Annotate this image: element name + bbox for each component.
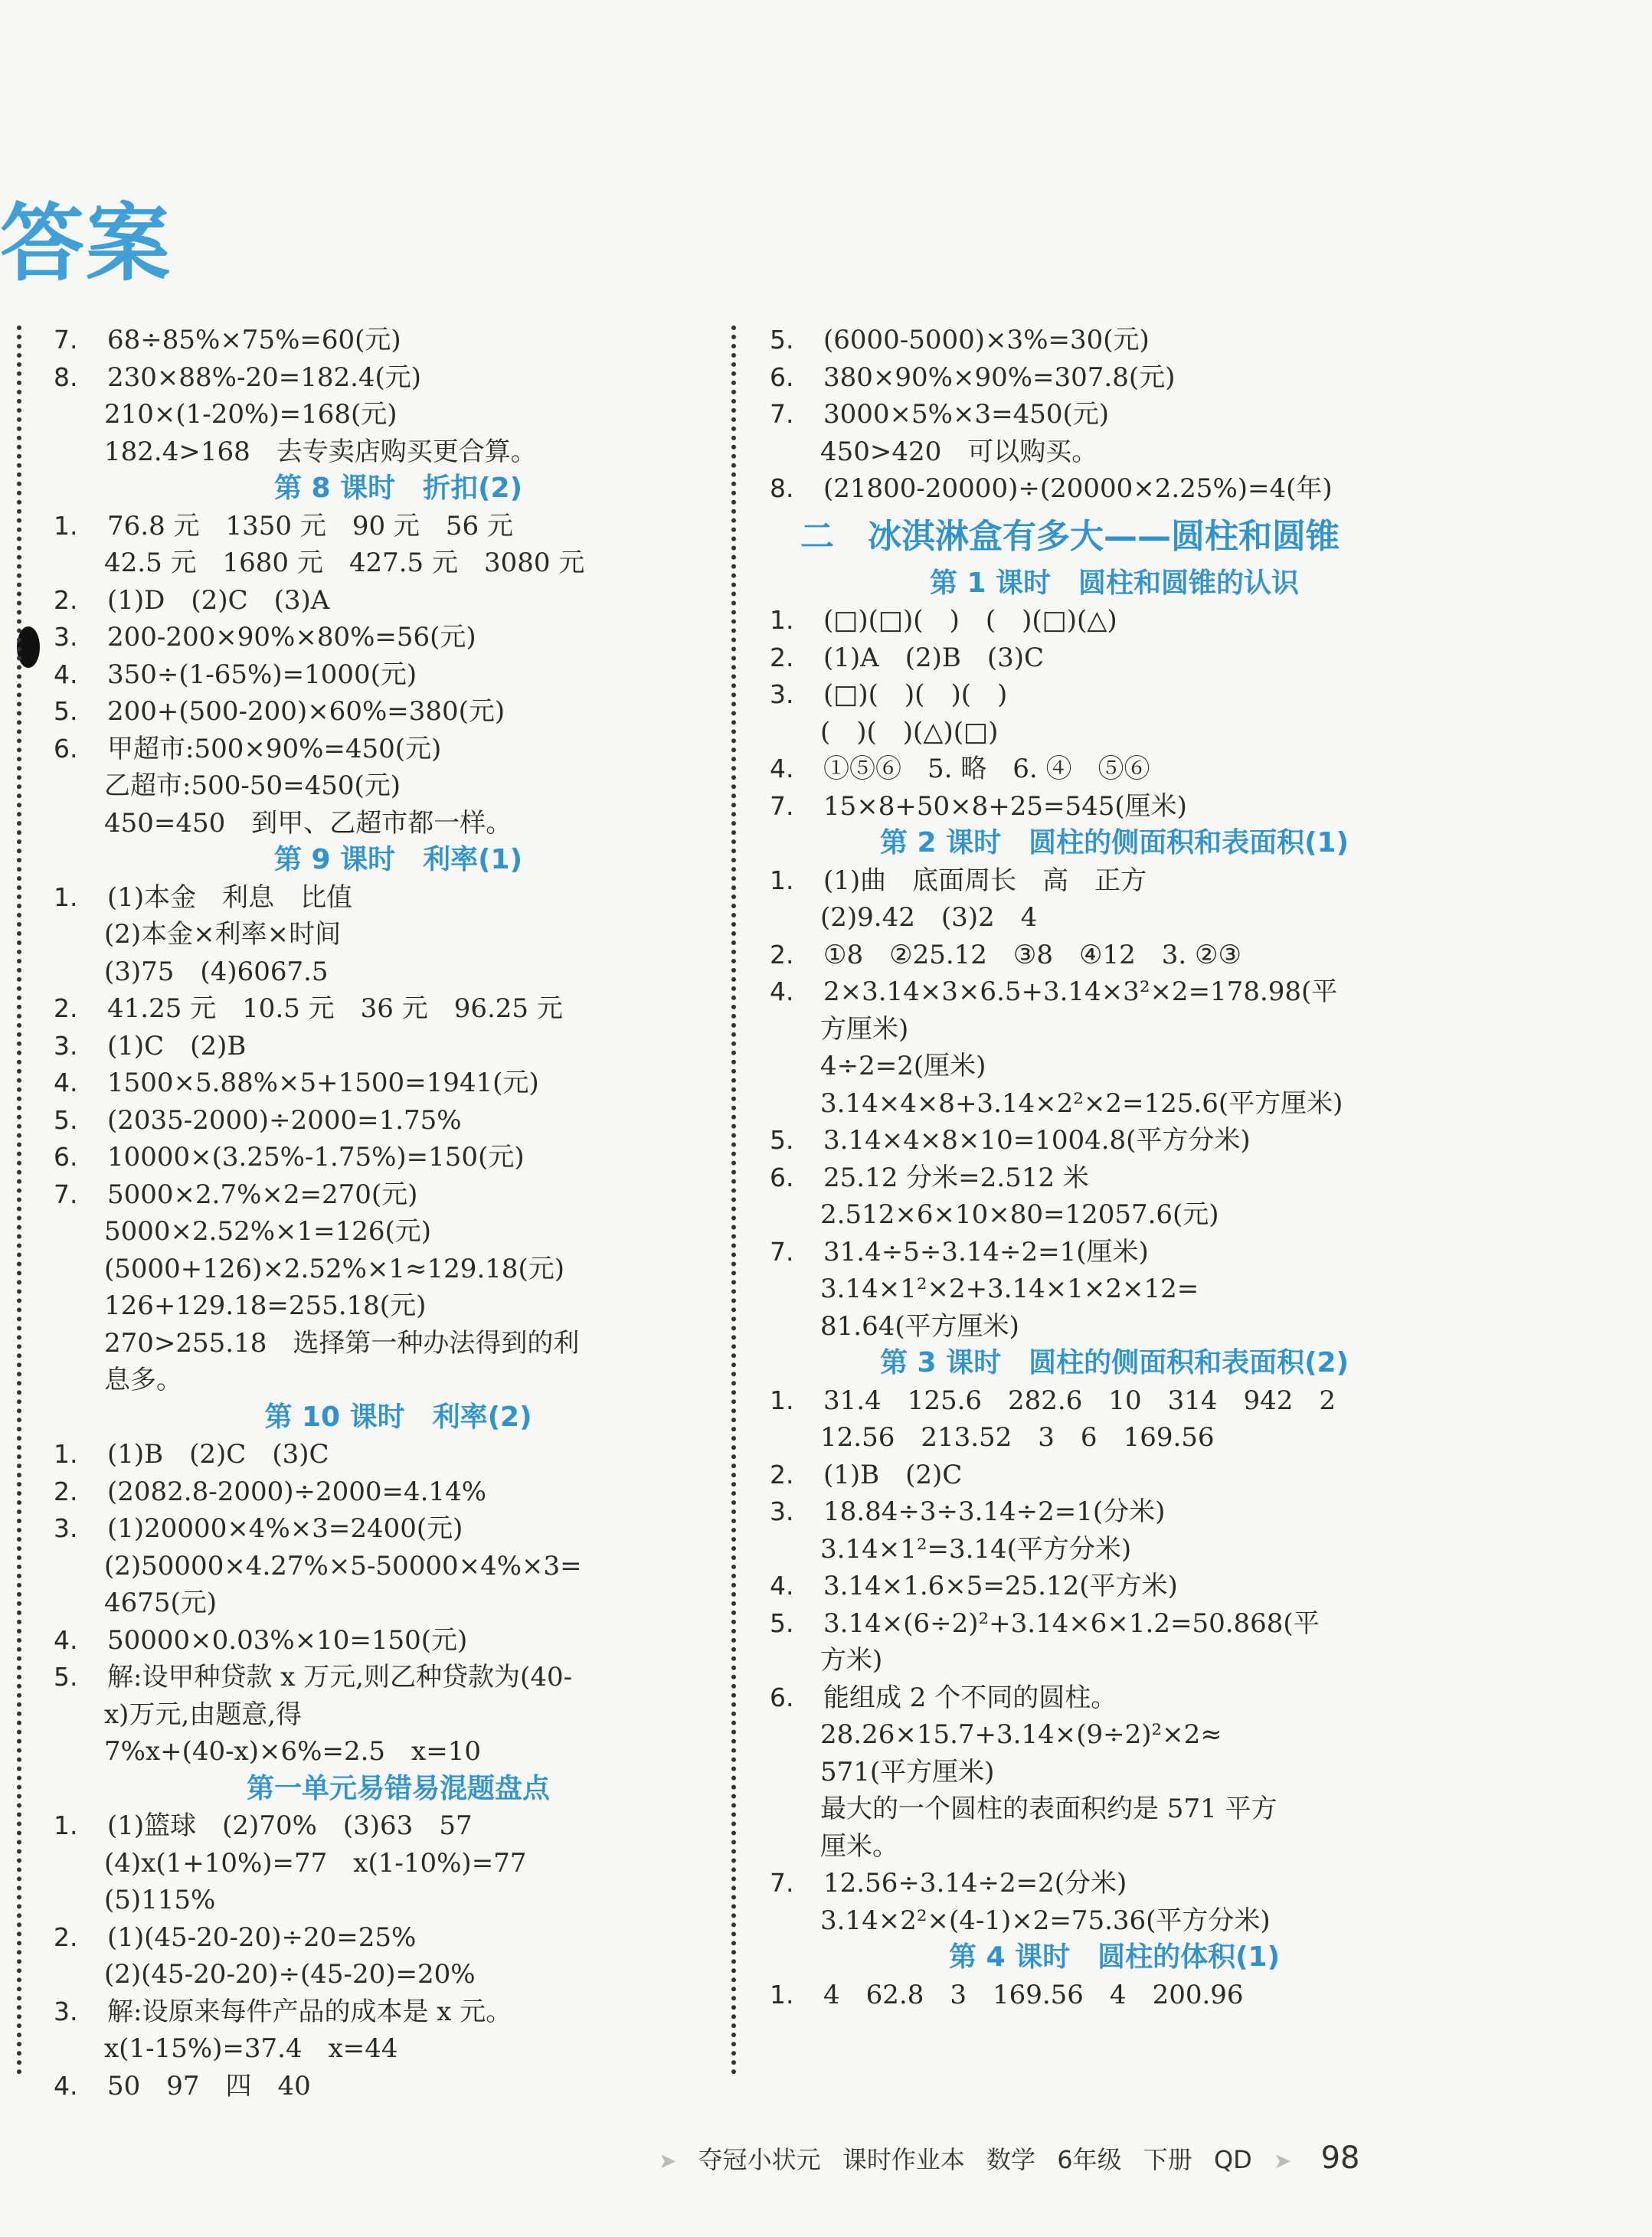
answer-line xyxy=(54,1548,743,1585)
question-number: 6. xyxy=(54,733,78,764)
question-number: 4. xyxy=(770,754,794,783)
answer-line xyxy=(770,1716,1459,1754)
question-number: 2. xyxy=(770,939,794,970)
answer-text: 10000×(3.25%-1.75%)=150(元) xyxy=(107,1142,525,1172)
question-number: 5. xyxy=(54,1104,78,1135)
answer-line xyxy=(770,1493,1459,1531)
footer-grade: 6年级 xyxy=(1057,2145,1122,2174)
answer-text: (1)B (2)C (3)C xyxy=(107,1439,329,1470)
answer-text: 1500×5.88%×5+1500=1941(元) xyxy=(107,1068,539,1098)
answer-text: 4675(元) xyxy=(104,1588,218,1618)
answer-text: (2)(45-20-20)÷(45-20)=20% xyxy=(104,1959,476,1990)
answer-line xyxy=(770,1011,1459,1048)
answer-text: 2×3.14×3×6.5+3.14×3²×2=178.98(平 xyxy=(823,976,1338,1007)
answer-line xyxy=(54,1436,743,1473)
question-number: 3. xyxy=(770,679,794,709)
answer-text: 3.14×4×8×10=1004.8(平方分米) xyxy=(823,1125,1251,1156)
answer-text: 息多。 xyxy=(104,1365,182,1395)
answer-text: 42.5 元 1680 元 427.5 元 3080 元 xyxy=(104,548,585,578)
answer-line xyxy=(54,990,743,1028)
question-number: 3. xyxy=(54,1513,78,1543)
answer-line xyxy=(770,1122,1459,1159)
answer-line xyxy=(770,1865,1459,1902)
answer-text: (1)B (2)C xyxy=(823,1459,963,1490)
answer-text: 最大的一个圆柱的表面积约是 571 平方 xyxy=(820,1794,1277,1824)
answer-line xyxy=(54,1251,743,1288)
answer-text: (21800-20000)÷(20000×2.25%)=4(年) xyxy=(823,473,1333,504)
answer-line xyxy=(54,1919,743,1957)
answer-text: 5000×2.7%×2=270(元) xyxy=(107,1179,418,1210)
question-number: 3. xyxy=(54,622,78,652)
answer-line xyxy=(54,1213,743,1251)
answer-line xyxy=(770,751,1459,788)
question-number: 4. xyxy=(54,1624,78,1655)
answer-text: 7%x+(40-x)×6%=2.5 x=10 xyxy=(104,1736,481,1767)
answer-line xyxy=(770,714,1459,751)
answer-line xyxy=(54,1065,743,1102)
question-number: 5. xyxy=(770,1607,794,1638)
question-number: 3. xyxy=(54,1996,78,2026)
answer-text: 31.4 125.6 282.6 10 314 942 2 xyxy=(823,1385,1336,1416)
answer-line xyxy=(54,1102,743,1140)
answer-text: 182.4>168 去专卖店购买更合算。 xyxy=(104,436,537,467)
answer-line xyxy=(770,1791,1459,1828)
question-number: 1. xyxy=(54,1439,78,1469)
answer-line xyxy=(54,805,743,842)
answer-text: 12.56 213.52 3 6 169.56 xyxy=(820,1422,1215,1453)
answer-text: (1)20000×4%×3=2400(元) xyxy=(107,1513,463,1544)
answer-text: 乙超市:500-50=450(元) xyxy=(104,770,401,801)
answer-text: 甲超市:500×90%=450(元) xyxy=(107,733,442,764)
answer-line xyxy=(54,359,743,397)
answer-text: 126+129.18=255.18(元) xyxy=(104,1290,427,1321)
question-number: 8. xyxy=(770,473,794,503)
answer-text: 方米) xyxy=(820,1645,883,1676)
answer-text: 50000×0.03%×10=150(元) xyxy=(107,1624,468,1656)
answer-line xyxy=(770,1605,1459,1643)
question-number: 2. xyxy=(54,1476,78,1506)
answer-text: 4÷2=2(厘米) xyxy=(820,1051,986,1081)
answer-line xyxy=(54,396,743,433)
answer-text: 15×8+50×8+25=545(厘米) xyxy=(823,790,1187,822)
answer-line xyxy=(54,693,743,731)
answer-text: 200+(500-200)×60%=380(元) xyxy=(107,696,505,727)
question-number: 8. xyxy=(54,361,78,392)
answer-text: (2082.8-2000)÷2000=4.14% xyxy=(107,1476,487,1507)
answer-line xyxy=(54,1362,743,1399)
left-answer-column xyxy=(54,322,743,2105)
answer-line xyxy=(770,1977,1459,2014)
answer-line xyxy=(54,1659,743,1696)
answer-line xyxy=(54,1993,743,2031)
answer-line xyxy=(54,582,743,620)
answer-text: 81.64(平方厘米) xyxy=(820,1310,1019,1342)
answer-text: (1)曲 底面周长 高 正方 xyxy=(823,865,1147,896)
question-number: 5. xyxy=(54,696,78,726)
question-number: 7. xyxy=(770,399,794,429)
answer-line xyxy=(770,1308,1459,1346)
question-number: 1. xyxy=(54,881,78,912)
lesson-heading: 第一单元易错易混题盘点 xyxy=(246,1772,550,1804)
question-number: 4. xyxy=(54,659,78,689)
lesson-heading: 第 2 课时 圆柱的侧面积和表面积(1) xyxy=(879,827,1349,858)
answer-text: (□)( )( )( ) xyxy=(823,679,1008,710)
answer-text: 3.14×1.6×5=25.12(平方米) xyxy=(823,1571,1178,1601)
lesson-heading: 第 3 课时 圆柱的侧面积和表面积(2) xyxy=(879,1347,1349,1379)
footer-arrow-icon: ➤ xyxy=(1273,2148,1292,2173)
answer-line xyxy=(54,1028,743,1065)
answer-line xyxy=(54,1287,743,1325)
answer-text: 3.14×1²×2+3.14×1×2×12= xyxy=(820,1274,1199,1304)
answer-text: 230×88%-20=182.4(元) xyxy=(107,361,422,393)
answer-line xyxy=(770,1828,1459,1866)
answer-line xyxy=(54,1473,743,1511)
answer-line xyxy=(770,899,1459,937)
answer-line xyxy=(54,322,743,359)
answer-text: 3000×5%×3=450(元) xyxy=(823,399,1109,430)
answer-line xyxy=(770,1568,1459,1605)
answer-text: (1)A (2)B (3)C xyxy=(823,642,1045,673)
answer-line xyxy=(54,1510,743,1548)
answer-line xyxy=(54,1956,743,1993)
question-number: 7. xyxy=(770,1868,794,1898)
question-number: 2. xyxy=(54,1921,78,1952)
answer-line xyxy=(770,1419,1459,1457)
answer-text: 3.14×2²×(4-1)×2=75.36(平方分米) xyxy=(820,1905,1271,1936)
answer-text: (5000+126)×2.52%×1≈129.18(元) xyxy=(104,1253,565,1284)
question-number: 7. xyxy=(770,790,794,821)
answer-text: 解:设原来每件产品的成本是 x 元。 xyxy=(107,1996,512,2027)
answer-text: 76.8 元 1350 元 90 元 56 元 xyxy=(107,510,513,541)
page-footer xyxy=(659,2141,1373,2176)
lesson-heading: 第 4 课时 圆柱的体积(1) xyxy=(948,1941,1281,1973)
answer-line xyxy=(54,2068,743,2105)
answer-line xyxy=(770,396,1459,433)
question-number: 1. xyxy=(54,1810,78,1840)
question-number: 1. xyxy=(770,1385,794,1415)
question-number: 4. xyxy=(54,2070,78,2101)
answer-line xyxy=(54,767,743,805)
footer-brand: 夺冠小状元 xyxy=(698,2145,821,2174)
answer-line xyxy=(54,619,743,656)
answer-line xyxy=(770,937,1459,974)
answer-text: x(1-15%)=37.4 x=44 xyxy=(104,2033,398,2064)
answer-text: 50 97 四 40 xyxy=(107,2070,311,2101)
answer-text: (1)D (2)C (3)A xyxy=(107,584,330,616)
answer-text: 18.84÷3÷3.14÷2=1(分米) xyxy=(823,1496,1166,1527)
answer-text: 3.14×(6÷2)²+3.14×6×1.2=50.868(平 xyxy=(823,1607,1320,1639)
answer-line xyxy=(54,1585,743,1622)
answer-text: (□)(□)( ) ( )(□)(△) xyxy=(823,605,1117,636)
answer-text: (2)50000×4.27%×5-50000×4%×3= xyxy=(104,1550,582,1581)
answer-text: (2)本金×利率×时间 xyxy=(104,919,342,950)
answer-text: 210×(1-20%)=168(元) xyxy=(104,399,397,430)
footer-arrow-icon: ➤ xyxy=(659,2148,677,2173)
question-number: 6. xyxy=(770,1682,794,1712)
answer-line xyxy=(54,433,743,471)
lesson-heading: 第 1 课时 圆柱和圆锥的认识 xyxy=(929,567,1300,599)
answer-text: 200-200×90%×80%=56(元) xyxy=(107,622,476,652)
question-number: 7. xyxy=(54,325,78,355)
footer-subject: 数学 xyxy=(986,2145,1036,2174)
answer-line xyxy=(770,1271,1459,1308)
answer-text: 厘米。 xyxy=(820,1830,898,1862)
question-number: 3. xyxy=(770,1496,794,1526)
answer-text: 68÷85%×75%=60(元) xyxy=(107,325,401,355)
answer-line xyxy=(770,1457,1459,1494)
answer-text: 3.14×1²=3.14(平方分米) xyxy=(820,1533,1132,1565)
answer-line xyxy=(770,470,1459,508)
footer-book: 课时作业本 xyxy=(842,2145,965,2174)
answer-text: 350÷(1-65%)=1000(元) xyxy=(107,659,417,690)
question-number: 4. xyxy=(770,976,794,1006)
answer-text: 12.56÷3.14÷2=2(分米) xyxy=(823,1868,1127,1899)
answer-line xyxy=(54,1845,743,1882)
answer-line xyxy=(770,1754,1459,1791)
answer-text: 380×90%×90%=307.8(元) xyxy=(823,361,1176,393)
answer-line xyxy=(54,879,743,917)
question-number: 7. xyxy=(770,1236,794,1267)
answer-line xyxy=(54,1807,743,1845)
answer-text: (3)75 (4)6067.5 xyxy=(104,956,329,987)
question-number: 4. xyxy=(54,1068,78,1097)
answer-text: ( )( )(△)(□) xyxy=(820,716,999,747)
page-number: 98 xyxy=(1320,2141,1360,2176)
question-number: 6. xyxy=(770,1162,794,1192)
answer-text: (4)x(1+10%)=77 x(1-10%)=77 xyxy=(104,1847,527,1879)
answer-line xyxy=(770,973,1459,1011)
question-number: 6. xyxy=(770,361,794,392)
answer-line xyxy=(770,1531,1459,1568)
answer-text: 41.25 元 10.5 元 36 元 96.25 元 xyxy=(107,993,563,1024)
answer-text: 能组成 2 个不同的圆柱。 xyxy=(823,1682,1117,1713)
answer-line xyxy=(770,1085,1459,1123)
question-number: 2. xyxy=(770,642,794,672)
answer-line xyxy=(54,953,743,991)
answer-text: 25.12 分米=2.512 米 xyxy=(823,1162,1089,1193)
answer-text: 28.26×15.7+3.14×(9÷2)²×2≈ xyxy=(820,1719,1222,1750)
answer-line xyxy=(770,1159,1459,1197)
question-number: 1. xyxy=(770,865,794,895)
answer-line xyxy=(770,862,1459,900)
right-answer-column xyxy=(770,322,1459,2013)
answer-line xyxy=(770,1902,1459,1940)
answer-line xyxy=(54,656,743,694)
answer-line xyxy=(770,1679,1459,1717)
answer-text: 3.14×4×8+3.14×2²×2=125.6(平方厘米) xyxy=(820,1087,1343,1119)
answer-text: (1)篮球 (2)70% (3)63 57 xyxy=(107,1810,473,1841)
answer-line xyxy=(770,1048,1459,1085)
answer-text: (6000-5000)×3%=30(元) xyxy=(823,325,1150,355)
answer-text: (1)C (2)B xyxy=(107,1030,247,1061)
answer-line xyxy=(770,359,1459,397)
answer-text: 解:设甲种贷款 x 万元,则乙种贷款为(40- xyxy=(107,1662,573,1692)
answer-text: (2035-2000)÷2000=1.75% xyxy=(107,1104,462,1136)
answer-line xyxy=(54,1622,743,1660)
answer-text: ①8 ②25.12 ③8 ④12 3. ②③ xyxy=(823,939,1241,970)
answer-text: 2.512×6×10×80=12057.6(元) xyxy=(820,1199,1219,1230)
answer-line xyxy=(54,1139,743,1176)
answer-text: 270>255.18 选择第一种办法得到的利 xyxy=(104,1327,580,1359)
footer-edition: QD xyxy=(1213,2145,1252,2174)
answer-line xyxy=(770,1382,1459,1420)
answer-line xyxy=(54,916,743,953)
answer-line xyxy=(54,1733,743,1771)
lesson-heading: 第 9 课时 利率(1) xyxy=(273,844,523,875)
answer-text: 方厘米) xyxy=(820,1013,909,1045)
question-number: 1. xyxy=(770,605,794,635)
answer-line xyxy=(770,433,1459,471)
answer-line xyxy=(770,788,1459,826)
answer-text: 571(平方厘米) xyxy=(820,1756,995,1787)
lesson-heading: 第 8 课时 折扣(2) xyxy=(273,473,523,504)
answer-text: (1)本金 利息 比值 xyxy=(107,881,353,913)
answer-text: (5)115% xyxy=(104,1885,216,1915)
answer-line xyxy=(770,1234,1459,1271)
question-number: 5. xyxy=(770,1125,794,1155)
question-number: 5. xyxy=(770,325,794,355)
answer-text: (1)(45-20-20)÷20=25% xyxy=(107,1921,417,1953)
answer-line xyxy=(54,1882,743,1919)
answer-text: 31.4÷5÷3.14÷2=1(厘米) xyxy=(823,1236,1149,1267)
answer-line xyxy=(770,639,1459,677)
question-number: 6. xyxy=(54,1142,78,1172)
answer-line xyxy=(54,1696,743,1734)
lesson-heading: 第 10 课时 利率(2) xyxy=(264,1401,532,1433)
answer-line xyxy=(770,1196,1459,1234)
answer-line xyxy=(770,322,1459,359)
answer-line xyxy=(770,1642,1459,1679)
answer-text: (2)9.42 (3)2 4 xyxy=(820,902,1038,933)
answer-text: 450>420 可以购买。 xyxy=(820,436,1098,467)
left-dotted-rule xyxy=(17,325,21,2075)
question-number: 2. xyxy=(54,584,78,615)
answer-line xyxy=(770,676,1459,714)
answer-line xyxy=(54,1325,743,1362)
answer-text: 450=450 到甲、乙超市都一样。 xyxy=(104,807,512,839)
answer-text: ①⑤⑥ 5. 略 6. ④ ⑤⑥ xyxy=(823,754,1150,784)
question-number: 2. xyxy=(54,993,78,1023)
answer-text: x)万元,由题意,得 xyxy=(104,1699,303,1730)
answer-line xyxy=(54,508,743,545)
answer-line xyxy=(770,602,1459,639)
answer-text: 4 62.8 3 169.56 4 200.96 xyxy=(823,1979,1244,2010)
question-number: 4. xyxy=(770,1571,794,1601)
answer-line xyxy=(54,2030,743,2068)
question-number: 7. xyxy=(54,1179,78,1209)
unit-heading: 二 冰淇淋盒有多大——圆柱和圆锥 xyxy=(800,516,1340,556)
question-number: 2. xyxy=(770,1459,794,1490)
question-number: 1. xyxy=(770,1979,794,2010)
footer-term: 下册 xyxy=(1143,2145,1192,2174)
answer-line xyxy=(54,1176,743,1214)
question-number: 1. xyxy=(54,510,78,541)
question-number: 3. xyxy=(54,1030,78,1061)
answer-banner-title: 答案 xyxy=(0,195,172,293)
answer-line xyxy=(54,731,743,768)
answer-text: 5000×2.52%×1=126(元) xyxy=(104,1216,432,1247)
question-number: 5. xyxy=(54,1662,78,1692)
answer-line xyxy=(54,545,743,582)
